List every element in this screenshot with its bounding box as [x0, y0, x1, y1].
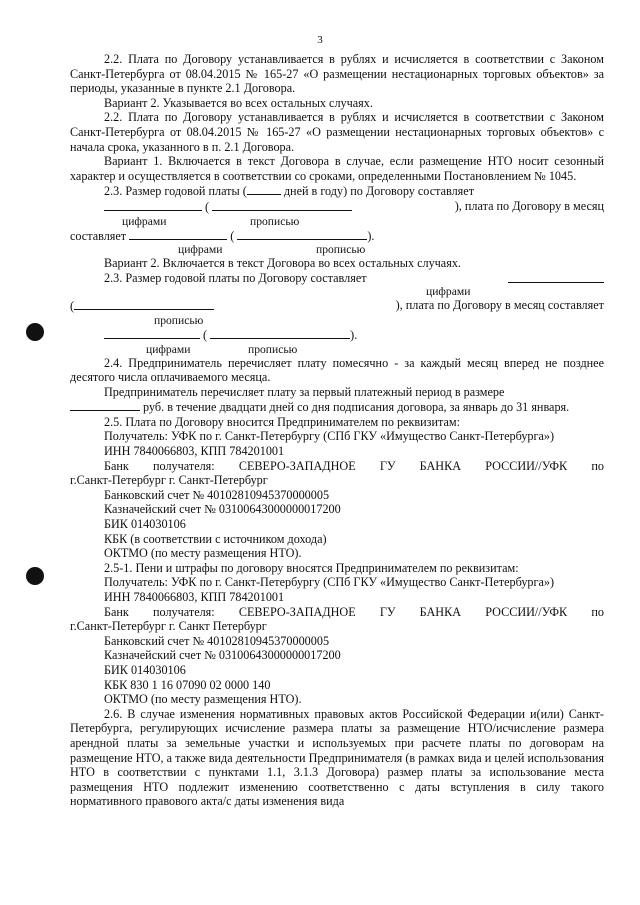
annual-fee-digits-blank[interactable] — [104, 199, 202, 211]
bik: БИК 014030106 — [104, 517, 186, 532]
recipient: Получатель: УФК по г. Санкт-Петербургу (СПб ГКУ «Имущество Санкт-Петербурга») — [104, 429, 555, 444]
clause-2-2-variant-2: 2.2. Плата по Договору устанавливается в рублях и исчисляется в соответствии с Законом Санкт-Петербурга от 08.04.2015 № 165-27 «О размещении нестационарных торговых объектов» с начала срока, указанного в п. 2.1 Договора. — [70, 110, 604, 154]
days-blank[interactable] — [247, 183, 281, 195]
treasury-account: Казначейский счет № 03100643000000017200 — [104, 648, 341, 663]
monthly-fee-words-blank[interactable] — [237, 228, 367, 240]
blank-labels-row: цифрами прописью — [146, 342, 298, 356]
clause-2-3-alt-line-3: ( ). — [70, 327, 604, 343]
page-number: 3 — [317, 34, 323, 46]
clause-2-3-line-2: ( ), плата по Договору в месяц — [70, 199, 604, 215]
blank-labels-row: цифрами прописью — [178, 243, 366, 257]
clause-2-5: 2.5. Плата по Договору вносится Предпринимателем по реквизитам: — [104, 414, 460, 429]
clause-2-4: 2.4. Предприниматель перечисляет плату помесячно - за каждый месяц вперед не позднее десятого числа оплачиваемого месяца. — [70, 355, 604, 385]
annual-fee-words-blank[interactable] — [212, 199, 352, 211]
oktmo: ОКТМО (по месту размещения НТО). — [104, 692, 302, 707]
blank-labels-row: цифрами прописью — [122, 214, 300, 228]
inn-kpp: ИНН 7840066803, КПП 784201001 — [104, 590, 285, 604]
bank-line: Банк получателя: СЕВЕРО-ЗАПАДНОЕ ГУ БАНКА РОССИИ//УФК по — [104, 604, 604, 619]
annual-fee-digits-blank[interactable] — [508, 271, 604, 283]
variant-2-include-note: Вариант 2. Включается в текст Договора во всех остальных случаях. — [104, 256, 461, 271]
punch-hole — [26, 323, 44, 341]
first-payment-blank[interactable] — [70, 399, 140, 411]
bank-city: г.Санкт-Петербург г. Санкт-Петербург — [70, 473, 268, 488]
monthly-fee-digits-blank[interactable] — [104, 327, 200, 339]
blank-labels-row: прописью — [154, 313, 204, 327]
monthly-fee-digits-blank[interactable] — [129, 228, 227, 240]
punch-hole — [26, 567, 44, 585]
clause-2-3-line-3: составляет ( ). — [70, 228, 375, 243]
recipient: Получатель: УФК по г. Санкт-Петербургу (СПб ГКУ «Имущество Санкт-Петербурга») — [104, 575, 555, 590]
oktmo: ОКТМО (по месту размещения НТО). — [104, 546, 302, 561]
blank-labels-row: цифрами — [426, 285, 471, 299]
treasury-account: Казначейский счет № 03100643000000017200 — [104, 502, 341, 517]
clause-2-3-alt-line-2: ( ), плата по Договору в месяц составляет — [70, 298, 604, 314]
clause-2-5-1: 2.5-1. Пени и штрафы по договору вносятся Предпринимателем по реквизитам: — [104, 560, 519, 575]
first-payment-line-1: Предприниматель перечисляет плату за первый платежный период в размере — [104, 384, 505, 399]
first-payment-line-2: руб. в течение двадцати дней со дня подписания договора, за январь до 31 января. — [70, 399, 604, 415]
kbk: КБК 830 1 16 07090 02 0000 140 — [104, 677, 271, 692]
bank-account: Банковский счет № 40102810945370000005 — [104, 633, 330, 648]
kbk: КБК (в соответствии с источником дохода) — [104, 531, 327, 546]
variant-2-note: Вариант 2. Указывается во всех остальных случаях. — [104, 95, 373, 110]
clause-2-3-line-1: 2.3. Размер годовой платы ( дней в году) по Договору составляет — [104, 184, 475, 199]
clause-2-2-variant-1: 2.2. Плата по Договору устанавливается в рублях и исчисляется в соответствии с Законом Санкт-Петербурга от 08.04.2015 № 165-27 «О размещении нестационарных торговых объектов» за периоды, указанные в пункте 2.1 Договора. — [70, 52, 604, 96]
clause-2-3-alt-line-1: 2.3. Размер годовой платы по Договору составляет — [70, 271, 604, 286]
variant-1-note: Вариант 1. Включается в текст Договора в случае, если размещение НТО носит сезонный характер и осуществляется в соответствии со сроками, определенными Постановлением № 1045. — [70, 154, 604, 183]
inn-kpp: ИНН 7840066803, КПП 784201001 — [104, 444, 285, 459]
document-body — [70, 52, 604, 809]
clause-2-6: 2.6. В случае изменения нормативных правовых актов Российской Федерации и(или) Санкт-Петербурга, регулирующих исчисление размера платы за размещение НТО/исчисление размера арендной платы за земельные участки и используемых при расчете платы по договорам на размещение НТО, а также вида деятельности Предпринимателя (в рамках вида и целей использования НТО в соответствии с пунктами 1.1, 3.1.3 Договора) размер платы за использование места размещения НТО подлежит изменению соответственно с даты вступления в силу такого нормативного правового акта/с даты изменения вида — [70, 706, 604, 809]
bank-city: г.Санкт-Петербург г. Санкт Петербург — [70, 619, 267, 634]
bank-line: Банк получателя: СЕВЕРО-ЗАПАДНОЕ ГУ БАНКА РОССИИ//УФК по — [104, 458, 604, 473]
bank-account: Банковский счет № 40102810945370000005 — [104, 487, 330, 502]
monthly-fee-words-blank[interactable] — [210, 327, 350, 339]
annual-fee-words-blank[interactable] — [74, 298, 214, 310]
bik: БИК 014030106 — [104, 662, 186, 677]
